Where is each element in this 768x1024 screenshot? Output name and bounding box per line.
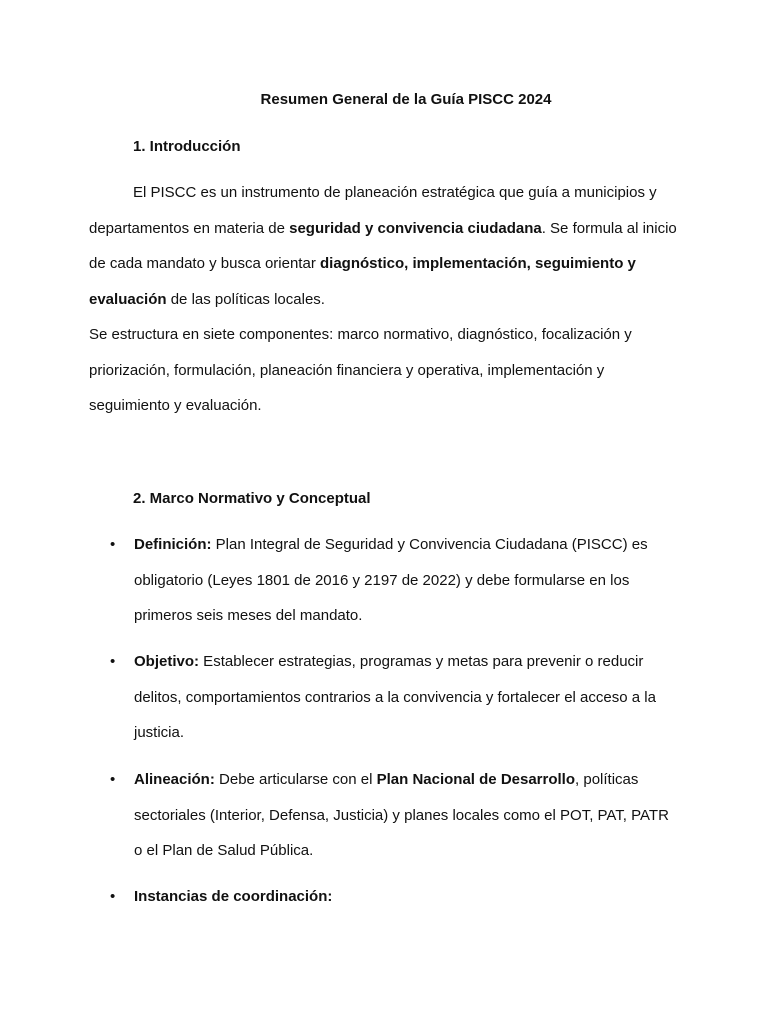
bullet-text: Plan Integral de Seguridad y Convivencia Ciudadana (PISCC) es obligatorio (Leyes 1801 de 2016 y 2197 de 2022) y debe formularse en los primeros seis meses del mandato. bbox=[134, 536, 648, 625]
bullet-label: Instancias de coordinación: bbox=[134, 888, 333, 905]
components-paragraph: Se estructura en siete componentes: marco normativo, diagnóstico, focalización y priorización, formulación, planeación financiera y operativa, implementación y seguimiento y evaluación. bbox=[89, 326, 632, 415]
bullet-icon: • bbox=[110, 888, 116, 905]
bullet-text: , políticas sectoriales (Interior, Defensa, Justicia) y planes locales como el POT, PAT, PATR o el Plan de Salud Pública. bbox=[134, 771, 669, 860]
intro-text-1: El PISCC es un instrumento de planeación estratégica que guía a municipios y departamentos en materia de bbox=[89, 184, 657, 237]
bullet-text: Establecer estrategias, programas y metas para prevenir o reducir delitos, comportamientos contrarios a la convivencia y fortalecer el acceso a la justicia. bbox=[134, 653, 656, 742]
list-item-instancias bbox=[110, 879, 679, 915]
intro-text-3: de las políticas locales. bbox=[166, 290, 325, 308]
bullet-label: Objetivo: bbox=[134, 653, 200, 670]
bullet-label: Alineación: bbox=[134, 771, 215, 788]
section-heading-introduccion: 1. Introducción bbox=[133, 138, 241, 155]
bullet-icon: • bbox=[110, 536, 116, 553]
section-heading-marco-normativo: 2. Marco Normativo y Conceptual bbox=[133, 490, 371, 507]
intro-bold-2: diagnóstico, implementación, seguimiento y evaluación bbox=[89, 255, 636, 308]
bullet-bold-text: Plan Nacional de Desarrollo bbox=[376, 771, 576, 788]
bullet-text: Debe articularse con el bbox=[214, 771, 377, 788]
bullet-label: Definición: bbox=[134, 536, 212, 553]
list-item-objetivo bbox=[110, 644, 679, 751]
intro-bold-1: seguridad y convivencia ciudadana bbox=[289, 219, 542, 237]
intro-paragraph bbox=[89, 175, 681, 317]
bullet-icon: • bbox=[110, 653, 116, 670]
intro-text-2: . Se formula al inicio de cada mandato y busca orientar bbox=[89, 219, 677, 273]
list-item-alineacion bbox=[110, 762, 679, 869]
bullet-icon: • bbox=[110, 771, 116, 788]
document-title: Resumen General de la Guía PISCC 2024 bbox=[260, 91, 552, 108]
list-item-definicion bbox=[110, 527, 679, 634]
